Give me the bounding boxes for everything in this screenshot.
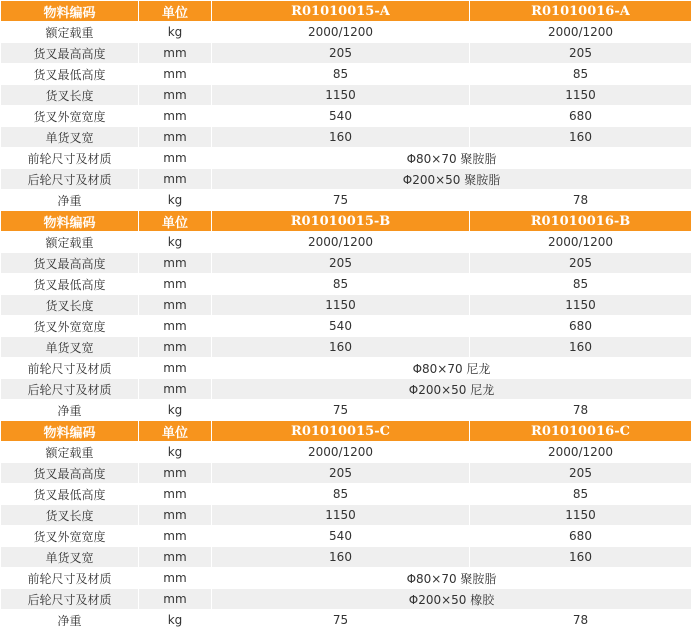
spec-label: 后轮尺寸及材质	[1, 379, 139, 400]
spec-label: 额定载重	[1, 232, 139, 253]
spec-value-b: 2000/1200	[470, 442, 691, 463]
spec-value-a: 540	[212, 526, 470, 547]
spec-value-a: 2000/1200	[212, 442, 470, 463]
header-code-label: 物料编码	[1, 1, 139, 22]
spec-unit: mm	[139, 484, 212, 505]
spec-row	[1, 43, 691, 64]
spec-row	[1, 547, 691, 568]
spec-unit: mm	[139, 127, 212, 148]
spec-unit: mm	[139, 337, 212, 358]
spec-label: 货叉长度	[1, 295, 139, 316]
spec-label: 货叉最高高度	[1, 253, 139, 274]
spec-value-b: 78	[470, 610, 691, 631]
spec-label: 额定载重	[1, 22, 139, 43]
spec-value-b: 85	[470, 274, 691, 295]
spec-value-shared: Φ80×70 尼龙	[212, 358, 691, 379]
spec-value-a: 75	[212, 190, 470, 211]
spec-value-b: 205	[470, 253, 691, 274]
spec-unit: kg	[139, 400, 212, 421]
spec-unit: mm	[139, 274, 212, 295]
spec-value-a: 85	[212, 484, 470, 505]
spec-row	[1, 589, 691, 610]
spec-value-b: 160	[470, 337, 691, 358]
spec-value-a: 1150	[212, 85, 470, 106]
spec-row	[1, 316, 691, 337]
spec-label: 货叉最高高度	[1, 43, 139, 64]
spec-unit: mm	[139, 85, 212, 106]
spec-label: 净重	[1, 610, 139, 631]
spec-unit: mm	[139, 358, 212, 379]
spec-value-b: 205	[470, 43, 691, 64]
spec-row	[1, 505, 691, 526]
spec-unit: mm	[139, 106, 212, 127]
header-unit-label: 单位	[139, 421, 212, 442]
spec-label: 净重	[1, 400, 139, 421]
spec-row	[1, 190, 691, 211]
spec-label: 前轮尺寸及材质	[1, 358, 139, 379]
spec-value-a: 205	[212, 463, 470, 484]
spec-unit: kg	[139, 232, 212, 253]
spec-row	[1, 526, 691, 547]
spec-row	[1, 169, 691, 190]
header-model-b: R01010016-C	[470, 421, 691, 442]
spec-value-b: 680	[470, 106, 691, 127]
spec-unit: mm	[139, 505, 212, 526]
spec-unit: mm	[139, 547, 212, 568]
spec-row	[1, 274, 691, 295]
spec-value-a: 1150	[212, 505, 470, 526]
spec-unit: mm	[139, 526, 212, 547]
spec-value-b: 2000/1200	[470, 232, 691, 253]
spec-value-a: 2000/1200	[212, 22, 470, 43]
spec-row	[1, 610, 691, 631]
spec-label: 单货叉宽	[1, 547, 139, 568]
spec-label: 货叉外宽宽度	[1, 316, 139, 337]
section-header-row	[1, 421, 691, 442]
spec-label: 货叉最低高度	[1, 274, 139, 295]
spec-label: 额定载重	[1, 442, 139, 463]
spec-label: 后轮尺寸及材质	[1, 169, 139, 190]
spec-unit: mm	[139, 169, 212, 190]
spec-unit: kg	[139, 610, 212, 631]
spec-unit: mm	[139, 589, 212, 610]
spec-row	[1, 85, 691, 106]
spec-value-a: 540	[212, 106, 470, 127]
spec-row	[1, 148, 691, 169]
spec-row	[1, 568, 691, 589]
spec-value-a: 540	[212, 316, 470, 337]
spec-value-a: 205	[212, 253, 470, 274]
spec-value-b: 2000/1200	[470, 22, 691, 43]
header-model-a: R01010015-C	[212, 421, 470, 442]
spec-label: 净重	[1, 190, 139, 211]
spec-value-b: 160	[470, 547, 691, 568]
spec-value-a: 75	[212, 400, 470, 421]
header-model-a: R01010015-B	[212, 211, 470, 232]
header-unit-label: 单位	[139, 1, 212, 22]
spec-label: 前轮尺寸及材质	[1, 568, 139, 589]
spec-unit: mm	[139, 295, 212, 316]
spec-label: 货叉最高高度	[1, 463, 139, 484]
spec-unit: mm	[139, 64, 212, 85]
spec-label: 货叉外宽宽度	[1, 526, 139, 547]
spec-value-a: 205	[212, 43, 470, 64]
spec-label: 单货叉宽	[1, 337, 139, 358]
spec-value-b: 1150	[470, 295, 691, 316]
spec-unit: kg	[139, 190, 212, 211]
spec-label: 货叉长度	[1, 85, 139, 106]
spec-value-a: 160	[212, 547, 470, 568]
spec-value-b: 78	[470, 190, 691, 211]
spec-value-b: 1150	[470, 505, 691, 526]
spec-value-shared: Φ80×70 聚胺脂	[212, 148, 691, 169]
spec-value-b: 1150	[470, 85, 691, 106]
header-code-label: 物料编码	[1, 211, 139, 232]
spec-row	[1, 358, 691, 379]
spec-value-shared: Φ200×50 聚胺脂	[212, 169, 691, 190]
spec-value-a: 1150	[212, 295, 470, 316]
spec-table-body	[1, 1, 691, 631]
spec-unit: mm	[139, 253, 212, 274]
spec-value-shared: Φ200×50 尼龙	[212, 379, 691, 400]
section-header-row	[1, 1, 691, 22]
spec-label: 前轮尺寸及材质	[1, 148, 139, 169]
spec-row	[1, 337, 691, 358]
spec-value-a: 85	[212, 64, 470, 85]
spec-row	[1, 106, 691, 127]
header-code-label: 物料编码	[1, 421, 139, 442]
header-model-b: R01010016-A	[470, 1, 691, 22]
spec-label: 货叉最低高度	[1, 484, 139, 505]
spec-unit: mm	[139, 316, 212, 337]
spec-label: 货叉最低高度	[1, 64, 139, 85]
spec-row	[1, 442, 691, 463]
spec-label: 货叉外宽宽度	[1, 106, 139, 127]
spec-value-a: 75	[212, 610, 470, 631]
spec-label: 单货叉宽	[1, 127, 139, 148]
spec-row	[1, 253, 691, 274]
spec-unit: mm	[139, 463, 212, 484]
spec-row	[1, 484, 691, 505]
header-model-a: R01010015-A	[212, 1, 470, 22]
spec-value-b: 680	[470, 526, 691, 547]
header-model-b: R01010016-B	[470, 211, 691, 232]
spec-label: 货叉长度	[1, 505, 139, 526]
spec-unit: mm	[139, 379, 212, 400]
spec-row	[1, 232, 691, 253]
spec-unit: mm	[139, 43, 212, 64]
spec-unit: kg	[139, 442, 212, 463]
spec-value-b: 680	[470, 316, 691, 337]
spec-unit: kg	[139, 22, 212, 43]
spec-unit: mm	[139, 148, 212, 169]
spec-label: 后轮尺寸及材质	[1, 589, 139, 610]
spec-row	[1, 127, 691, 148]
header-unit-label: 单位	[139, 211, 212, 232]
spec-value-a: 2000/1200	[212, 232, 470, 253]
spec-value-b: 85	[470, 64, 691, 85]
spec-value-b: 78	[470, 400, 691, 421]
spec-value-b: 160	[470, 127, 691, 148]
spec-row	[1, 463, 691, 484]
spec-row	[1, 295, 691, 316]
spec-value-a: 160	[212, 127, 470, 148]
spec-row	[1, 379, 691, 400]
spec-row	[1, 22, 691, 43]
spec-row	[1, 400, 691, 421]
spec-unit: mm	[139, 568, 212, 589]
spec-row	[1, 64, 691, 85]
spec-value-b: 85	[470, 484, 691, 505]
spec-value-b: 205	[470, 463, 691, 484]
spec-value-shared: Φ200×50 橡胶	[212, 589, 691, 610]
section-header-row	[1, 211, 691, 232]
spec-value-a: 160	[212, 337, 470, 358]
spec-value-a: 85	[212, 274, 470, 295]
spec-value-shared: Φ80×70 聚胺脂	[212, 568, 691, 589]
